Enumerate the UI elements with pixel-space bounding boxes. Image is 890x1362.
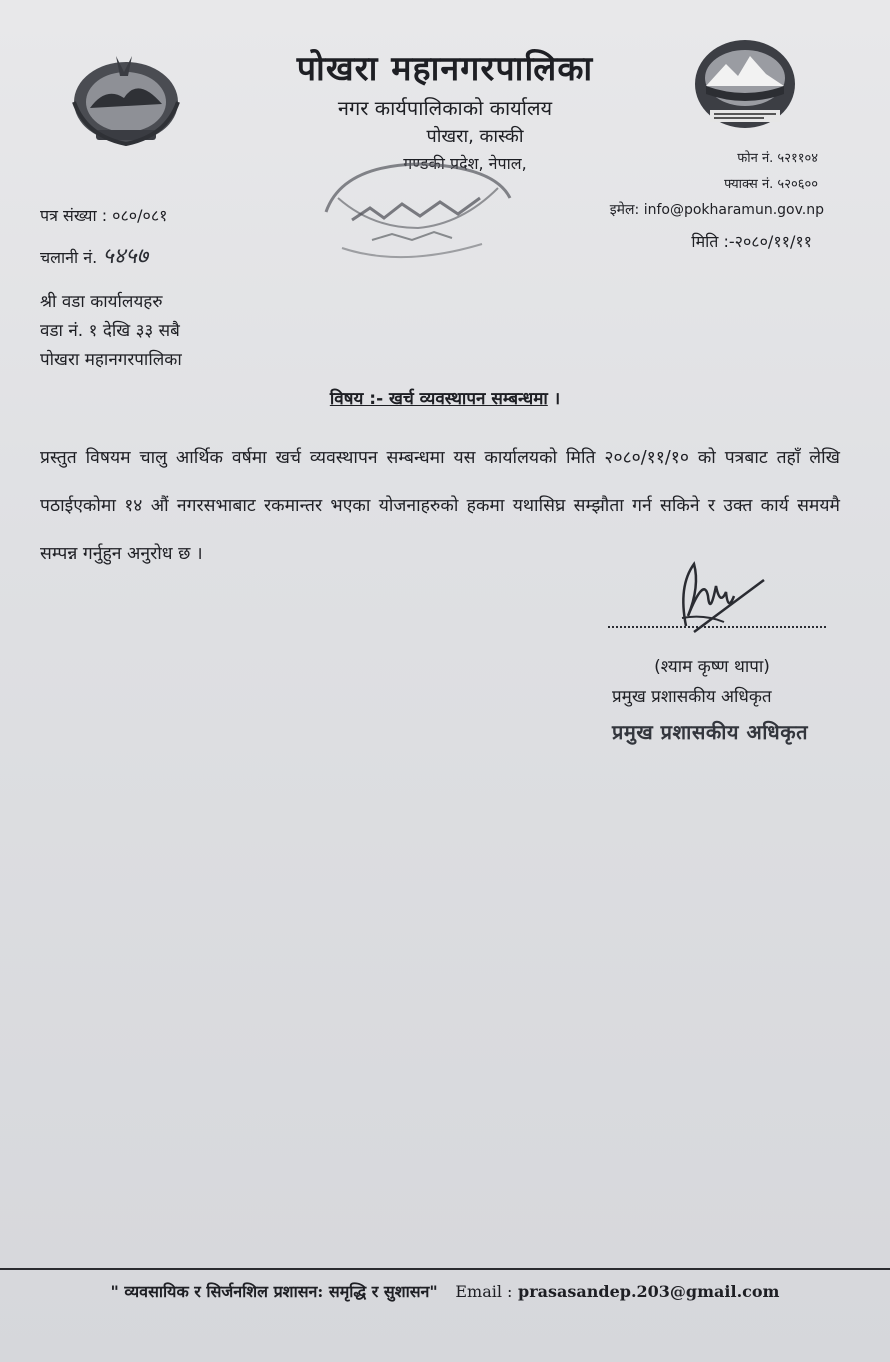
- footer-divider: [0, 1268, 890, 1270]
- contact-fax: फ्याक्स नं. ५२०६००: [724, 177, 818, 192]
- dispatch-label: चलानी नं.: [40, 248, 98, 267]
- footer-email-label: Email :: [455, 1282, 513, 1301]
- office-stamp-icon: [312, 158, 522, 268]
- signature-line: [608, 626, 826, 628]
- subject-end: ।: [553, 389, 561, 409]
- subject-line: [0, 386, 890, 409]
- signer-name: (श्याम कृष्ण थापा): [654, 657, 770, 677]
- addressee-line: श्री वडा कार्यालयहरु: [40, 292, 163, 312]
- letter-date: मिति :-२०८०/११/११: [691, 232, 812, 251]
- addressee-block: [40, 288, 182, 375]
- province-country: गण्डकी प्रदेश, नेपाल,: [403, 154, 527, 173]
- signer-title: प्रमुख प्रशासकीय अधिकृत: [612, 687, 772, 707]
- footer-motto: " व्यवसायिक र सिर्जनशिल प्रशासन: समृद्धि र सुशासन": [110, 1282, 438, 1301]
- letter-number: पत्र संख्या : ०८०/०८१: [40, 206, 168, 225]
- body-paragraph: प्रस्तुत विषयम चालु आर्थिक वर्षमा खर्च व्यवस्थापन सम्बन्धमा यस कार्यालयको मिति २०८०/११/१० को पत्रबाट तहाँ लेखि पठाईएकोमा १४ औं नगरसभाबाट रकमान्तर भएका योजनाहरुको हकमा यथासिघ्र सम्झौता गर्न सकिने र उक्त कार्य समयमै सम्पन्न गर्नुहुन अनुरोध छ ।: [40, 448, 840, 564]
- office-name: नगर कार्यपालिकाको कार्यालय: [337, 96, 553, 120]
- signature-icon: [664, 556, 774, 642]
- office-location: पोखरा, कास्की: [426, 126, 524, 147]
- contact-email: इमेल: info@pokharamun.gov.np: [609, 202, 824, 218]
- subject-text: विषय :- खर्च व्यवस्थापन सम्बन्धमा: [329, 389, 548, 409]
- organization-name: पोखरा महानगरपालिका: [296, 49, 594, 89]
- signer-title-stamp: प्रमुख प्रशासकीय अधिकृत: [612, 720, 808, 744]
- footer-email: prasasandep.203@gmail.com: [518, 1282, 780, 1301]
- addressee-line: पोखरा महानगरपालिका: [40, 350, 182, 370]
- footer: [0, 1280, 890, 1302]
- dispatch-value: ५४५७: [102, 244, 149, 269]
- contact-phone: फोन नं. ५२११०४: [737, 151, 818, 166]
- dispatch-number: [40, 240, 148, 270]
- addressee-line: वडा नं. १ देखि ३३ सबै: [40, 321, 180, 341]
